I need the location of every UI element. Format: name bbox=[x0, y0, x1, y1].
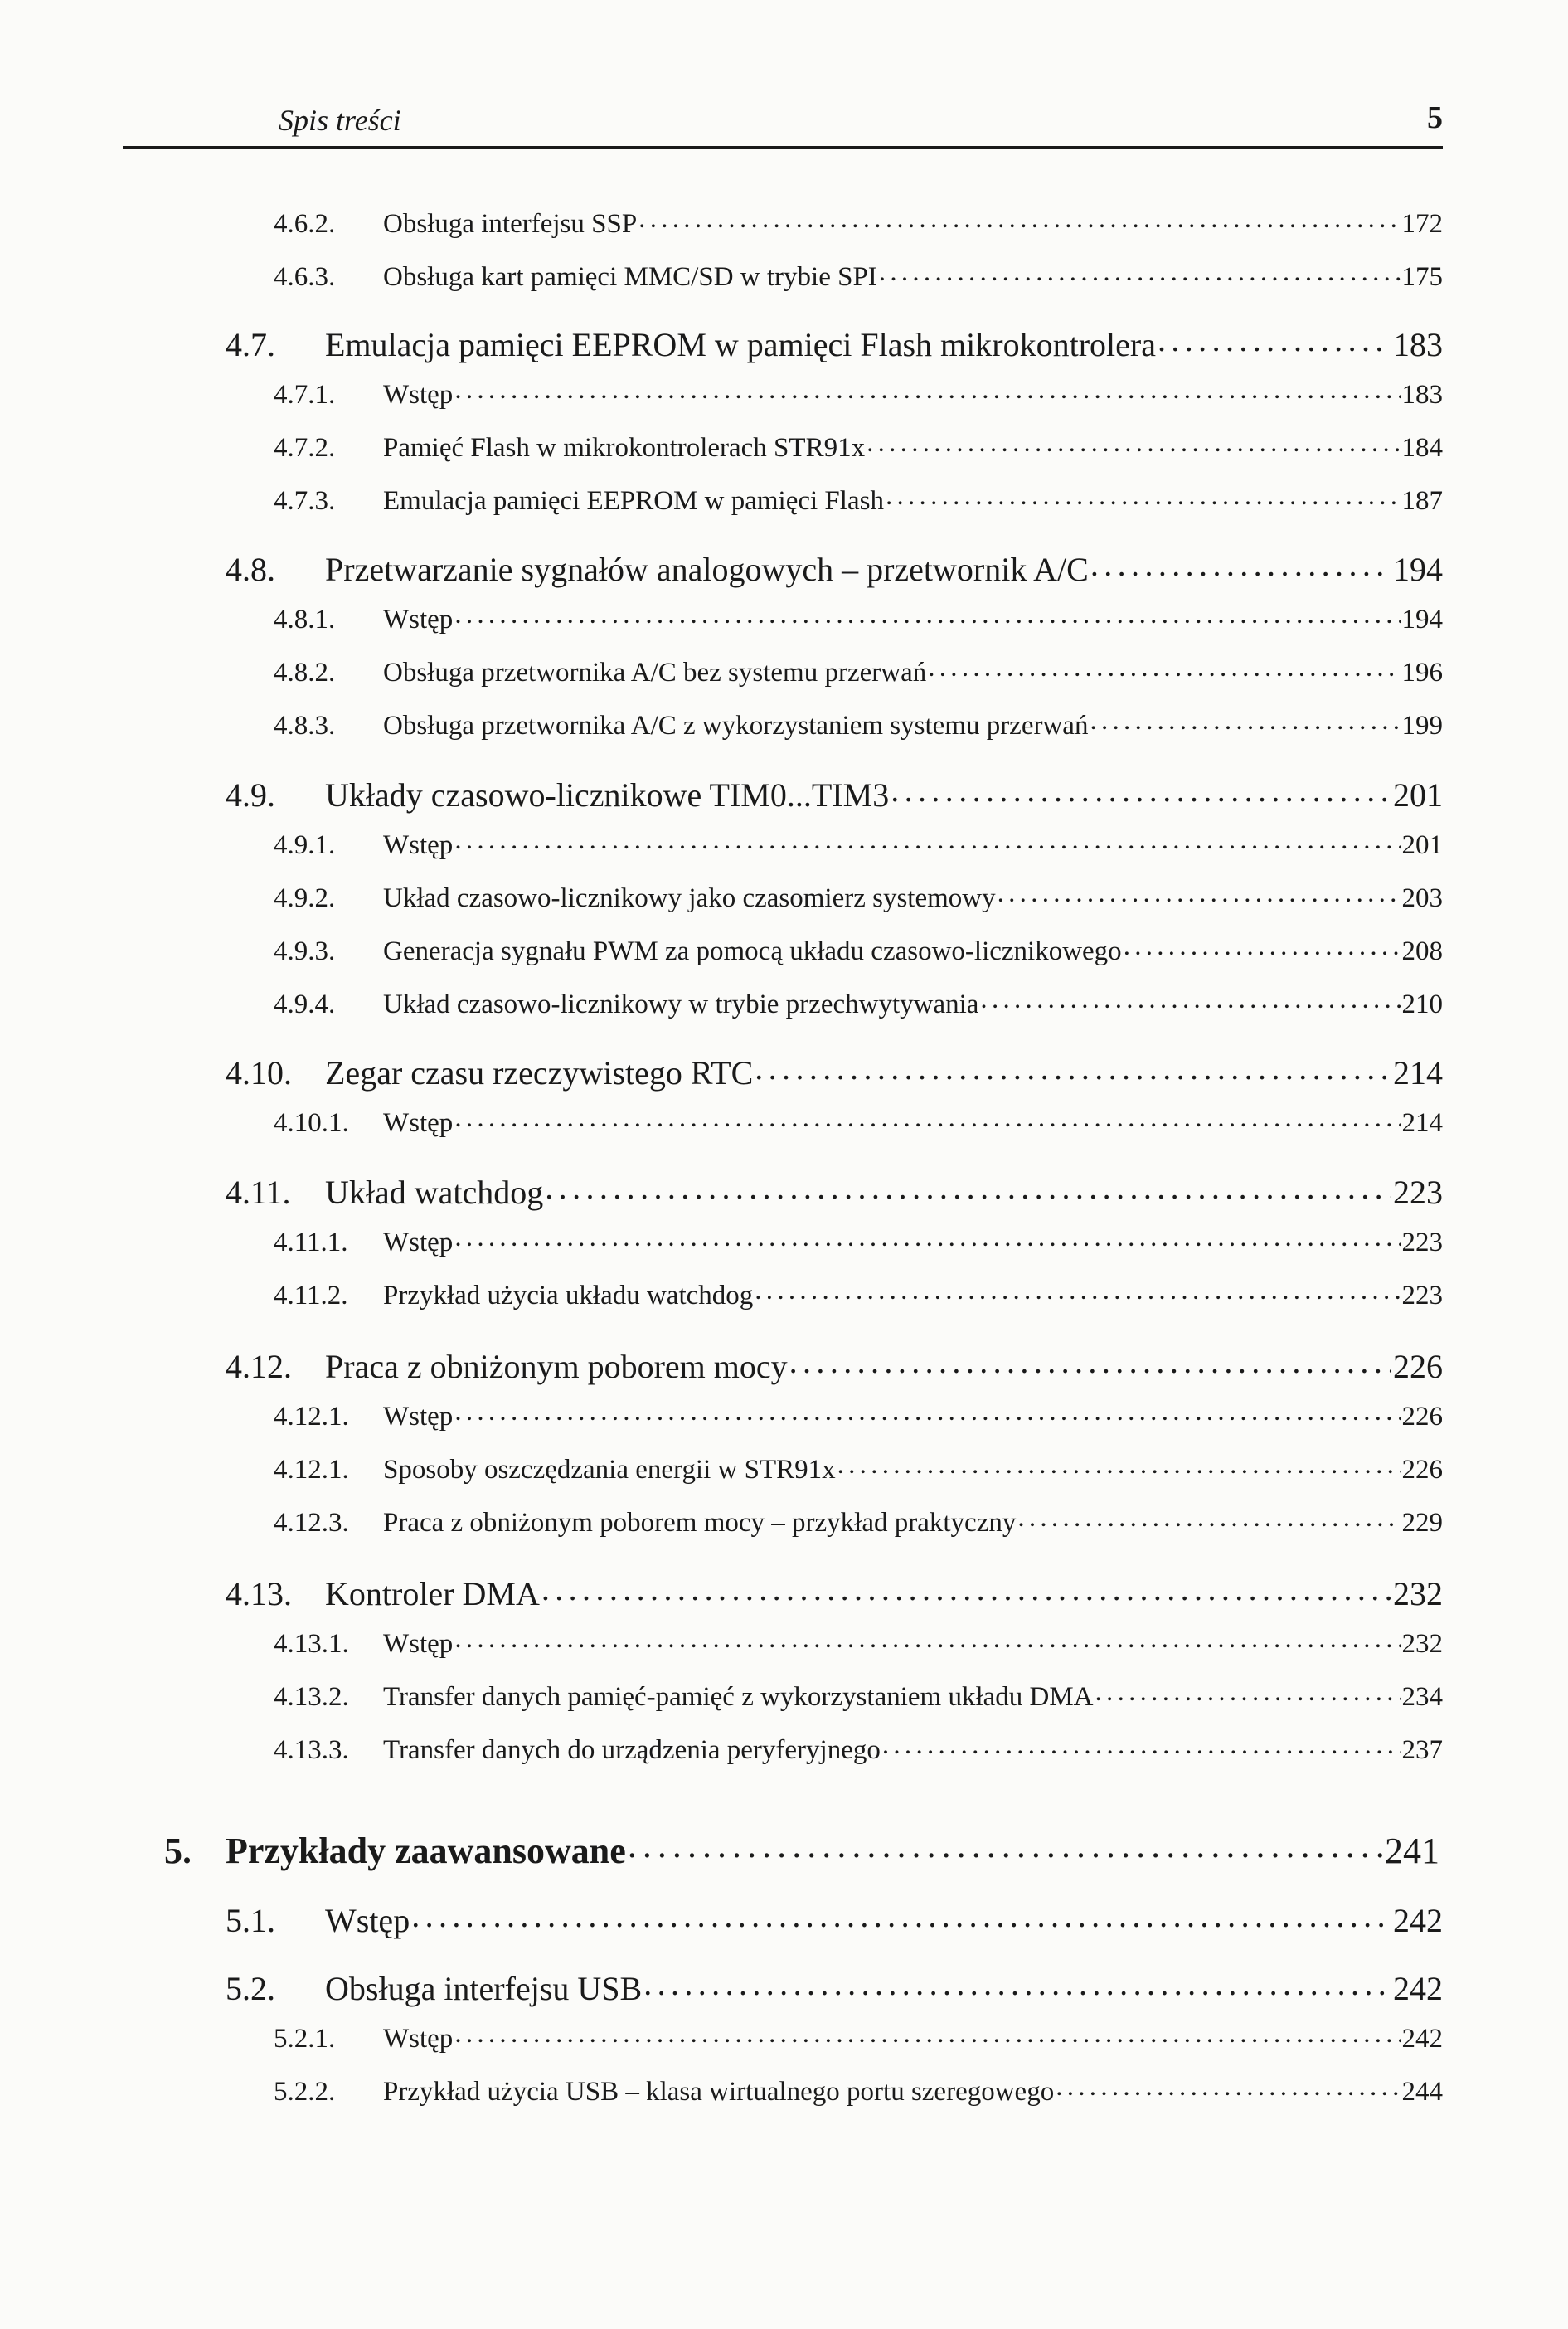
toc-entry-page: 194 bbox=[1401, 605, 1443, 635]
toc-entry-number: 4.9.2. bbox=[274, 883, 336, 913]
toc-entry-page: 214 bbox=[1401, 1108, 1443, 1138]
toc-entry-title: Obsługa przetwornika A/C z wykorzystaniem systemu przerwań bbox=[383, 711, 1089, 741]
toc-entry-page: 237 bbox=[1401, 1735, 1443, 1765]
toc-entry-title: Wstęp bbox=[383, 1402, 454, 1432]
toc-entry-number: 4.11. bbox=[226, 1174, 291, 1211]
toc-entry-number: 4.13.1. bbox=[274, 1629, 349, 1659]
toc-entry bbox=[274, 486, 1443, 517]
toc-entry bbox=[226, 1053, 1443, 1092]
header-title: Spis treści bbox=[279, 104, 401, 137]
toc-entry-title: Transfer danych pamięć-pamięć z wykorzystaniem układu DMA bbox=[383, 1682, 1094, 1712]
toc-entry-number: 5.2.1. bbox=[274, 2024, 336, 2054]
dot-leader bbox=[998, 890, 1401, 907]
toc-entry bbox=[274, 1735, 1443, 1766]
toc-entry-page: 226 bbox=[1401, 1455, 1443, 1485]
toc-entry-title: Praca z obniżonym poborem mocy – przykład praktyczny bbox=[383, 1508, 1017, 1538]
toc-entry-page: 183 bbox=[1393, 326, 1443, 363]
running-header bbox=[123, 98, 1443, 144]
toc-entry-title: Układy czasowo-licznikowe TIM0...TIM3 bbox=[325, 776, 890, 814]
toc-entry bbox=[274, 1402, 1443, 1432]
toc-entry-page: 242 bbox=[1393, 1902, 1443, 1939]
dot-leader bbox=[454, 2030, 1400, 2047]
dot-leader bbox=[1158, 336, 1391, 356]
dot-leader bbox=[1090, 717, 1400, 734]
toc-entry bbox=[226, 550, 1443, 589]
dot-leader bbox=[755, 1064, 1391, 1084]
toc-entry-title: Przetwarzanie sygnałów analogowych – przetwornik A/C bbox=[325, 551, 1089, 588]
toc-entry-page: 201 bbox=[1393, 776, 1443, 814]
toc-entry-page: 223 bbox=[1401, 1228, 1443, 1257]
toc-entry-title: Praca z obniżonym poborem mocy bbox=[325, 1348, 788, 1385]
toc-entry-page: 196 bbox=[1401, 658, 1443, 688]
toc-entry-number: 4.12.1. bbox=[274, 1455, 349, 1485]
dot-leader bbox=[638, 216, 1400, 232]
toc-entry-title: Wstęp bbox=[383, 380, 454, 410]
dot-leader bbox=[454, 837, 1400, 853]
toc-entry-number: 4.7.2. bbox=[274, 433, 336, 463]
toc-entry-title: Wstęp bbox=[383, 2024, 454, 2054]
toc-entry-title: Obsługa kart pamięci MMC/SD w trybie SPI bbox=[383, 262, 877, 292]
toc-entry bbox=[274, 1108, 1443, 1139]
toc-entry-title: Wstęp bbox=[383, 830, 454, 860]
toc-entry-number: 4.13.3. bbox=[274, 1735, 349, 1765]
header-page-number: 5 bbox=[1427, 100, 1443, 135]
dot-leader bbox=[867, 440, 1400, 456]
toc-entry bbox=[226, 1173, 1443, 1212]
dot-leader bbox=[1056, 2083, 1400, 2100]
dot-leader bbox=[755, 1287, 1400, 1304]
toc-entry-page: 201 bbox=[1401, 830, 1443, 860]
toc-entry-title: Układ watchdog bbox=[325, 1174, 544, 1211]
toc-entry-title: Emulacja pamięci EEPROM w pamięci Flash bbox=[383, 486, 884, 516]
dot-leader bbox=[628, 1841, 1383, 1863]
toc-entry-number: 4.11.1. bbox=[274, 1228, 348, 1257]
dot-leader bbox=[454, 1408, 1400, 1425]
toc-entry-page: 172 bbox=[1401, 209, 1443, 239]
toc-entry bbox=[274, 936, 1443, 967]
toc-entry-number: 5.2.2. bbox=[274, 2077, 336, 2107]
dot-leader bbox=[837, 1461, 1401, 1478]
toc-entry bbox=[226, 1901, 1443, 1940]
toc-entry-page: 232 bbox=[1401, 1629, 1443, 1659]
toc-entry-number: 4.9.4. bbox=[274, 989, 336, 1019]
toc-entry bbox=[274, 1682, 1443, 1713]
toc-entry-title: Zegar czasu rzeczywistego RTC bbox=[325, 1054, 754, 1092]
toc-entry-number: 4.7.3. bbox=[274, 486, 336, 516]
toc-entry-page: 223 bbox=[1393, 1174, 1443, 1211]
toc-entry bbox=[274, 433, 1443, 464]
toc-entry-title: Generacja sygnału PWM za pomocą układu czasowo-licznikowego bbox=[383, 936, 1122, 966]
toc-entry-title: Obsługa interfejsu SSP bbox=[383, 209, 638, 239]
toc-entry-title: Przykład użycia układu watchdog bbox=[383, 1281, 754, 1310]
toc-entry-number: 4.7. bbox=[226, 326, 275, 363]
toc-entry-number: 4.12. bbox=[226, 1348, 292, 1385]
toc-entry bbox=[274, 989, 1443, 1020]
toc-entry-number: 4.8.3. bbox=[274, 711, 336, 741]
toc-entry bbox=[274, 1281, 1443, 1311]
toc-entry-page: 183 bbox=[1401, 380, 1443, 410]
toc-entry-page: 232 bbox=[1393, 1575, 1443, 1612]
toc-entry-page: 175 bbox=[1401, 262, 1443, 292]
toc-entry-title: Wstęp bbox=[383, 1108, 454, 1138]
toc-entry-number: 4.8. bbox=[226, 551, 275, 588]
dot-leader bbox=[454, 387, 1400, 403]
dot-leader bbox=[454, 1234, 1400, 1251]
dot-leader bbox=[545, 1184, 1391, 1203]
toc-entry-title: Wstęp bbox=[383, 1228, 454, 1257]
toc-entry-title: Układ czasowo-licznikowy jako czasomierz systemowy bbox=[383, 883, 996, 913]
toc-entry-number: 4.7.1. bbox=[274, 380, 336, 410]
toc-entry-title: Układ czasowo-licznikowy w trybie przechwytywania bbox=[383, 989, 979, 1019]
toc-entry-number: 4.6.3. bbox=[274, 262, 336, 292]
toc-entry-page: 234 bbox=[1401, 1682, 1443, 1712]
dot-leader bbox=[1124, 943, 1401, 960]
toc-entry-title: Pamięć Flash w mikrokontrolerach STR91x bbox=[383, 433, 866, 463]
toc-entry-page: 226 bbox=[1393, 1348, 1443, 1385]
toc-entry-page: 194 bbox=[1393, 551, 1443, 588]
toc-entry-page: 226 bbox=[1401, 1402, 1443, 1432]
toc-entry-page: 223 bbox=[1401, 1281, 1443, 1310]
dot-leader bbox=[980, 996, 1400, 1013]
toc-entry-page: 242 bbox=[1393, 1970, 1443, 2007]
toc-entry-title: Kontroler DMA bbox=[325, 1575, 540, 1612]
toc-entry-page: 241 bbox=[1385, 1831, 1439, 1871]
toc-entry bbox=[274, 711, 1443, 741]
toc-entry-title: Transfer danych do urządzenia peryferyjnego bbox=[383, 1735, 881, 1765]
toc-entry-number: 5.2. bbox=[226, 1970, 275, 2007]
dot-leader bbox=[789, 1358, 1391, 1378]
toc-entry-title: Wstęp bbox=[325, 1902, 410, 1939]
toc-entry-page: 229 bbox=[1401, 1508, 1443, 1538]
dot-leader bbox=[882, 1742, 1401, 1758]
toc-entry-page: 210 bbox=[1401, 989, 1443, 1019]
dot-leader bbox=[411, 1912, 1391, 1932]
toc-entry bbox=[274, 658, 1443, 688]
toc-entry-number: 4.8.1. bbox=[274, 605, 336, 635]
dot-leader bbox=[879, 269, 1401, 285]
toc-entry-title: Przykłady zaawansowane bbox=[226, 1831, 626, 1871]
toc-entry-number: 4.9.1. bbox=[274, 830, 336, 860]
toc-entry-number: 4.12.1. bbox=[274, 1402, 349, 1432]
toc-entry-number: 4.12.3. bbox=[274, 1508, 349, 1538]
toc-entry-page: 242 bbox=[1401, 2024, 1443, 2054]
toc-entry-title: Przykład użycia USB – klasa wirtualnego portu szeregowego bbox=[383, 2077, 1055, 2107]
dot-leader bbox=[454, 611, 1400, 628]
dot-leader bbox=[1095, 1689, 1401, 1705]
toc-entry-number: 4.10. bbox=[226, 1054, 292, 1092]
toc-entry-page: 203 bbox=[1401, 883, 1443, 913]
toc-entry bbox=[274, 830, 1443, 861]
dot-leader bbox=[1017, 1515, 1400, 1531]
toc-entry bbox=[274, 209, 1443, 240]
dot-leader bbox=[454, 1636, 1400, 1652]
toc-entry-number: 4.13. bbox=[226, 1575, 292, 1612]
toc-entry-number: 4.13.2. bbox=[274, 1682, 349, 1712]
toc-entry bbox=[274, 1228, 1443, 1258]
dot-leader bbox=[928, 664, 1400, 681]
toc-entry bbox=[226, 1574, 1443, 1613]
toc-entry-page: 187 bbox=[1401, 486, 1443, 516]
toc-entry-title: Wstęp bbox=[383, 1629, 454, 1659]
toc-entry-number: 4.8.2. bbox=[274, 658, 336, 688]
toc-entry bbox=[226, 325, 1443, 364]
toc-entry bbox=[274, 380, 1443, 411]
toc-entry bbox=[274, 2024, 1443, 2054]
toc-entry-number: 4.9. bbox=[226, 776, 275, 814]
toc-entry bbox=[274, 1508, 1443, 1539]
toc-entry-page: 199 bbox=[1401, 711, 1443, 741]
toc-entry-title: Obsługa interfejsu USB bbox=[325, 1970, 643, 2007]
toc-entry-title: Obsługa przetwornika A/C bez systemu przerwań bbox=[383, 658, 927, 688]
toc-entry bbox=[274, 883, 1443, 914]
toc-entry-number: 4.9.3. bbox=[274, 936, 336, 966]
toc-entry bbox=[274, 2077, 1443, 2108]
toc-entry-number: 4.11.2. bbox=[274, 1281, 348, 1310]
toc-entry bbox=[164, 1830, 1439, 1872]
toc-entry bbox=[274, 1629, 1443, 1660]
dot-leader bbox=[886, 493, 1401, 509]
dot-leader bbox=[454, 1115, 1400, 1131]
toc-entry-number: 5.1. bbox=[226, 1902, 275, 1939]
toc-entry-title: Emulacja pamięci EEPROM w pamięci Flash mikrokontrolera bbox=[325, 326, 1156, 363]
toc-entry-page: 184 bbox=[1401, 433, 1443, 463]
toc-entry-number: 4.10.1. bbox=[274, 1108, 349, 1138]
dot-leader bbox=[541, 1585, 1391, 1605]
dot-leader bbox=[643, 1980, 1391, 2000]
toc-entry bbox=[226, 1969, 1443, 2008]
header-rule bbox=[123, 146, 1443, 149]
toc-entry bbox=[226, 776, 1443, 814]
toc-entry-number: 5. bbox=[164, 1831, 192, 1871]
toc-entry bbox=[226, 1347, 1443, 1386]
toc-entry-title: Wstęp bbox=[383, 605, 454, 635]
toc-entry-number: 4.6.2. bbox=[274, 209, 336, 239]
toc-entry bbox=[274, 1455, 1443, 1485]
toc-entry-page: 208 bbox=[1401, 936, 1443, 966]
dot-leader bbox=[1090, 561, 1391, 581]
toc-entry bbox=[274, 262, 1443, 293]
dot-leader bbox=[891, 786, 1391, 806]
toc-entry-page: 244 bbox=[1401, 2077, 1443, 2107]
toc-entry bbox=[274, 605, 1443, 635]
toc-entry-title: Sposoby oszczędzania energii w STR91x bbox=[383, 1455, 836, 1485]
toc-entry-page: 214 bbox=[1393, 1054, 1443, 1092]
